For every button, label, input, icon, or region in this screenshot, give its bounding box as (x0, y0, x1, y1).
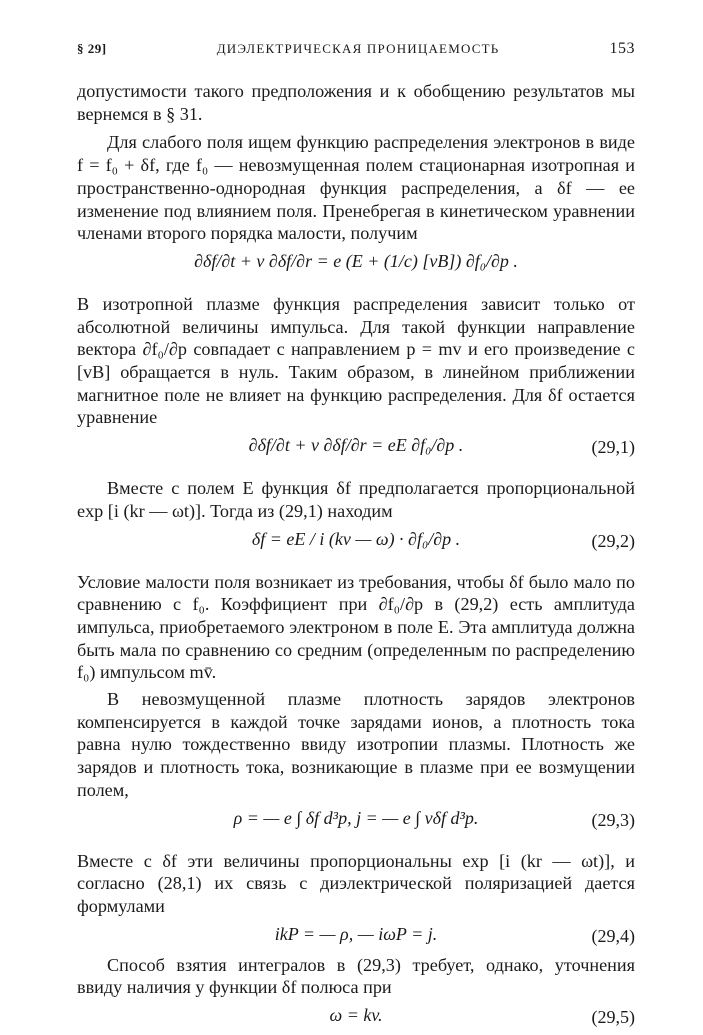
equation-kinetic (77, 245, 635, 293)
equation-29-1 (77, 429, 635, 477)
paragraph-7: Вместе с δf эти величины пропорциональны exp [i (kr — ωt)], и согласно (28,1) их связь с диэлектрической поляризацией дается формулами (77, 850, 635, 916)
equation-29-1-number: (29,1) (591, 437, 635, 458)
paragraph-8: Способ взятия интегралов в (29,3) требует, однако, уточнения ввиду наличия у функции δf полюса при (77, 954, 635, 998)
paragraph-4: Вместе с полем E функция δf предполагается пропорциональной exp [i (kr — ωt)]. Тогда из (29,1) находим (77, 478, 635, 521)
paragraph-1: допустимости такого предположения и к обобщению результатов мы вернемся в § 31. (77, 81, 635, 124)
equation-29-3-body: ρ = — e ∫ δf d³p, j = — e ∫ vδf d³p. (233, 807, 479, 828)
equation-29-3-number: (29,3) (591, 809, 635, 830)
equation-29-5-body: ω = kv. (329, 1005, 383, 1026)
equation-29-5 (77, 999, 635, 1035)
running-head (77, 40, 635, 58)
equation-29-2 (77, 523, 635, 571)
paragraph-6: В невозмущенной плазме плотность зарядов электронов компенсируется в каждой точке зарядами ионов, а плотность тока равна нулю тождественно ввиду изотропии плазмы. Плотность же зарядов и плотность тока, возникающие в плазме при ее возмущении полем, (77, 689, 635, 800)
page (77, 40, 635, 1035)
page-number: 153 (609, 40, 635, 57)
equation-29-4-body: ikP = — ρ, — iωP = j. (274, 923, 438, 944)
equation-29-3 (77, 802, 635, 850)
equation-kinetic-body: ∂δf/∂t + v ∂δf/∂r = e (E + (1/c) [vB]) ∂f₀/∂p . (194, 250, 518, 271)
equation-29-2-body: δf = eE / i (kv — ω) · ∂f₀/∂p . (251, 528, 461, 549)
equation-29-4 (77, 918, 635, 954)
equation-29-1-body: ∂δf/∂t + v ∂δf/∂r = eE ∂f₀/∂p . (248, 435, 464, 456)
paragraph-3: В изотропной плазме функция распределения зависит только от абсолютной величины импульса. Для такой функции направление вектора ∂f₀/∂p совпадает с направлением p = mv и его произведение с [vB] обращается в нуль. Таким образом, в линейном приближении магнитное поле не влияет на функцию распределения. Для δf остается уравнение (77, 293, 635, 428)
section-marker: § 29] (77, 41, 107, 56)
chapter-title: ДИЭЛЕКТРИЧЕСКАЯ ПРОНИЦАЕМОСТЬ (216, 41, 500, 56)
equation-29-5-number: (29,5) (591, 1007, 635, 1028)
equation-29-4-number: (29,4) (591, 925, 635, 946)
paragraph-5: Условие малости поля возникает из требования, чтобы δf было мало по сравнению с f₀. Коэффициент при ∂f₀/∂p в (29,2) есть амплитуда импульса, приобретаемого электроном в поле E. Эта амплитуда должна быть мала по сравнению со средним (определенным по распределению f₀) импульсом mv̄. (77, 571, 635, 683)
equation-29-2-number: (29,2) (591, 530, 635, 551)
paragraph-2: Для слабого поля ищем функцию распределения электронов в виде f = f₀ + δf, где f₀ — невозмущенная полем стационарная изотропная и пространственно-однородная функция распределения, а δf — ее изменение под влиянием поля. Пренебрегая в кинетическом уравнении членами второго порядка малости, получим (77, 132, 635, 244)
